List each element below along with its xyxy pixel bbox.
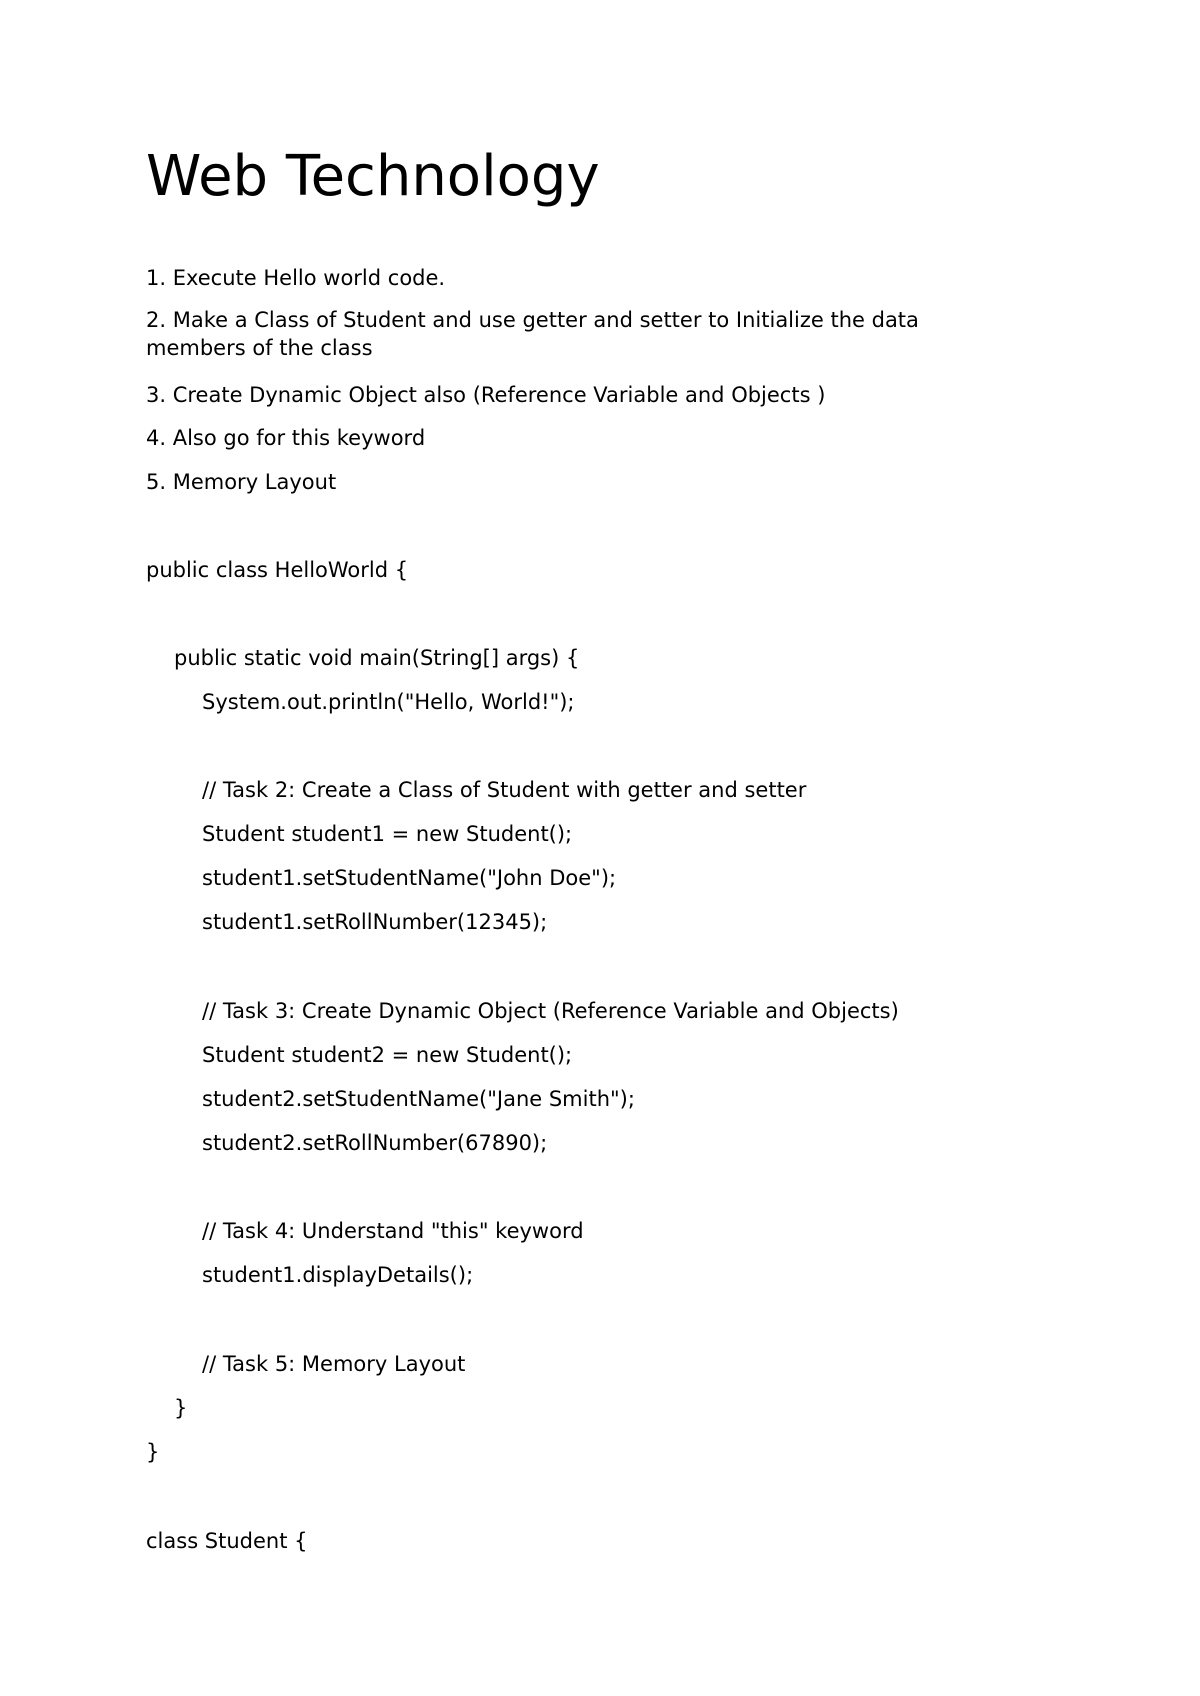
task-item-4: 4. Also go for this keyword bbox=[146, 426, 426, 450]
code-line: public class HelloWorld { bbox=[146, 558, 409, 582]
code-line: student2.setRollNumber(67890); bbox=[202, 1131, 548, 1155]
code-line: student1.setStudentName("John Doe"); bbox=[202, 866, 617, 890]
code-line: Student student2 = new Student(); bbox=[202, 1043, 573, 1067]
code-line: Student student1 = new Student(); bbox=[202, 822, 573, 846]
task-item-2: 2. Make a Class of Student and use getter and setter to Initialize the data members of the class bbox=[146, 308, 919, 360]
code-line: class Student { bbox=[146, 1529, 308, 1553]
code-line: student1.setRollNumber(12345); bbox=[202, 910, 548, 934]
task-item-5: 5. Memory Layout bbox=[146, 470, 337, 494]
code-comment: // Task 2: Create a Class of Student with getter and setter bbox=[202, 778, 807, 802]
task-item-1: 1. Execute Hello world code. bbox=[146, 266, 446, 290]
code-line: System.out.println("Hello, World!"); bbox=[202, 690, 575, 714]
code-line: student2.setStudentName("Jane Smith"); bbox=[202, 1087, 635, 1111]
code-closing-brace: } bbox=[174, 1396, 188, 1420]
document-title: Web Technology bbox=[146, 144, 600, 209]
task-item-3: 3. Create Dynamic Object also (Reference Variable and Objects ) bbox=[146, 383, 826, 407]
code-line: student1.displayDetails(); bbox=[202, 1263, 474, 1287]
code-line: public static void main(String[] args) { bbox=[174, 646, 580, 670]
code-comment: // Task 4: Understand "this" keyword bbox=[202, 1219, 584, 1243]
code-comment: // Task 3: Create Dynamic Object (Reference Variable and Objects) bbox=[202, 999, 899, 1023]
code-comment: // Task 5: Memory Layout bbox=[202, 1352, 466, 1376]
code-closing-brace: } bbox=[146, 1440, 160, 1464]
document-page bbox=[146, 0, 1026, 1696]
